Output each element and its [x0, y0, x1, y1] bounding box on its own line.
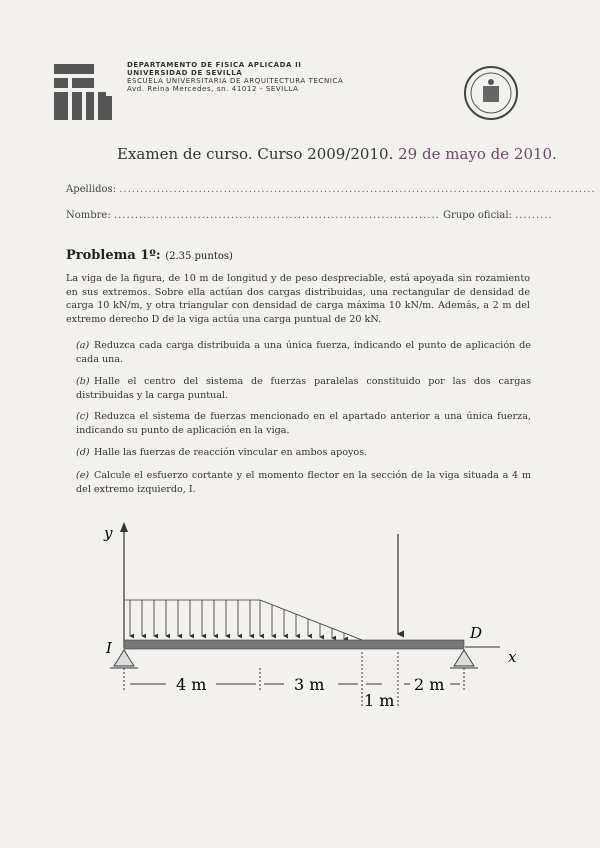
- right-end-label: D: [470, 624, 483, 642]
- dept-line: DEPARTAMENTO DE FISICA APLICADA II: [127, 61, 302, 69]
- question-label: (b): [76, 376, 90, 387]
- problem-intro: La viga de la figura, de 10 m de longitud y de peso despreciable, está apoyada sin rozamiento en sus extremos. Sobre ella actúan dos cargas distribuidas, una rectangular de densidad de carga 10 kN/m, y otra triangular con densidad de carga máxima 10 kN/m. Además, a 2 m del extremo derecho D de la viga actúa una carga puntual de 20 kN.: [66, 273, 530, 325]
- question-c: [76, 410, 531, 437]
- y-label: y: [104, 524, 113, 542]
- nombre-label: Nombre:: [66, 210, 111, 221]
- right-support: [450, 650, 478, 668]
- left-end-label: I: [106, 639, 112, 657]
- exam-title: [117, 145, 557, 163]
- x-label: x: [508, 648, 517, 666]
- question-label: (d): [76, 447, 90, 458]
- question-label: (a): [76, 340, 90, 351]
- apellidos-label: Apellidos:: [66, 184, 117, 195]
- question-e: [76, 469, 531, 496]
- question-text: Calcule el esfuerzo cortante y el momento flector en la sección de la viga situada a 4 m del extremo izquierdo, I.: [76, 470, 531, 495]
- department-logo: [54, 64, 114, 120]
- distributed-load-arrows: [124, 600, 362, 640]
- question-label: (e): [76, 470, 90, 481]
- question-d: [76, 446, 531, 460]
- left-support: [110, 650, 138, 668]
- apellidos-field[interactable]: ..................................................................................................................: [119, 184, 596, 195]
- dimension-4m: 4 m: [176, 675, 207, 694]
- exam-title-main: Examen de curso. Curso 2009/2010.: [117, 145, 394, 163]
- problem-heading-text: Problema 1º:: [66, 248, 161, 263]
- department-header: [127, 61, 343, 93]
- dimension-3m: 3 m: [294, 675, 325, 694]
- question-text: Reduzca el sistema de fuerzas mencionado en el apartado anterior a una única fuerza, indicando su punto de aplicación en la viga.: [76, 411, 531, 436]
- dimension-1m: 1 m: [364, 691, 395, 710]
- question-b: [76, 375, 531, 402]
- problem-points: (2.35 puntos): [165, 251, 233, 262]
- grupo-field[interactable]: .........: [515, 210, 553, 221]
- nombre-field[interactable]: ..............................................................................: [113, 210, 440, 221]
- dept-line: ESCUELA UNIVERSITARIA DE ARQUITECTURA TECNICA: [127, 77, 344, 85]
- dimension-2m: 2 m: [414, 675, 445, 694]
- apellidos-row: [66, 184, 596, 195]
- problem-heading: [66, 248, 233, 263]
- question-a: [76, 339, 531, 366]
- y-axis-arrow: [120, 522, 128, 532]
- grupo-label: Grupo oficial:: [443, 210, 512, 221]
- question-label: (c): [76, 411, 89, 422]
- university-seal: [462, 64, 520, 122]
- question-text: Halle las fuerzas de reacción vincular en ambos apoyos.: [94, 447, 368, 458]
- beam: [124, 640, 464, 649]
- beam-figure: [100, 520, 540, 720]
- question-text: Halle el centro del sistema de fuerzas paralelas constituido por las dos cargas distribuidas y la carga puntual.: [76, 376, 531, 401]
- nombre-row: [66, 210, 553, 221]
- question-text: Reduzca cada carga distribuida a una única fuerza, indicando el punto de aplicación de cada una.: [76, 340, 531, 365]
- dept-line: UNIVERSIDAD DE SEVILLA: [127, 69, 243, 77]
- dept-line: Avd. Reina Mercedes, sn. 41012 - SEVILLA: [127, 85, 299, 93]
- exam-date: 29 de mayo de 2010.: [398, 145, 557, 163]
